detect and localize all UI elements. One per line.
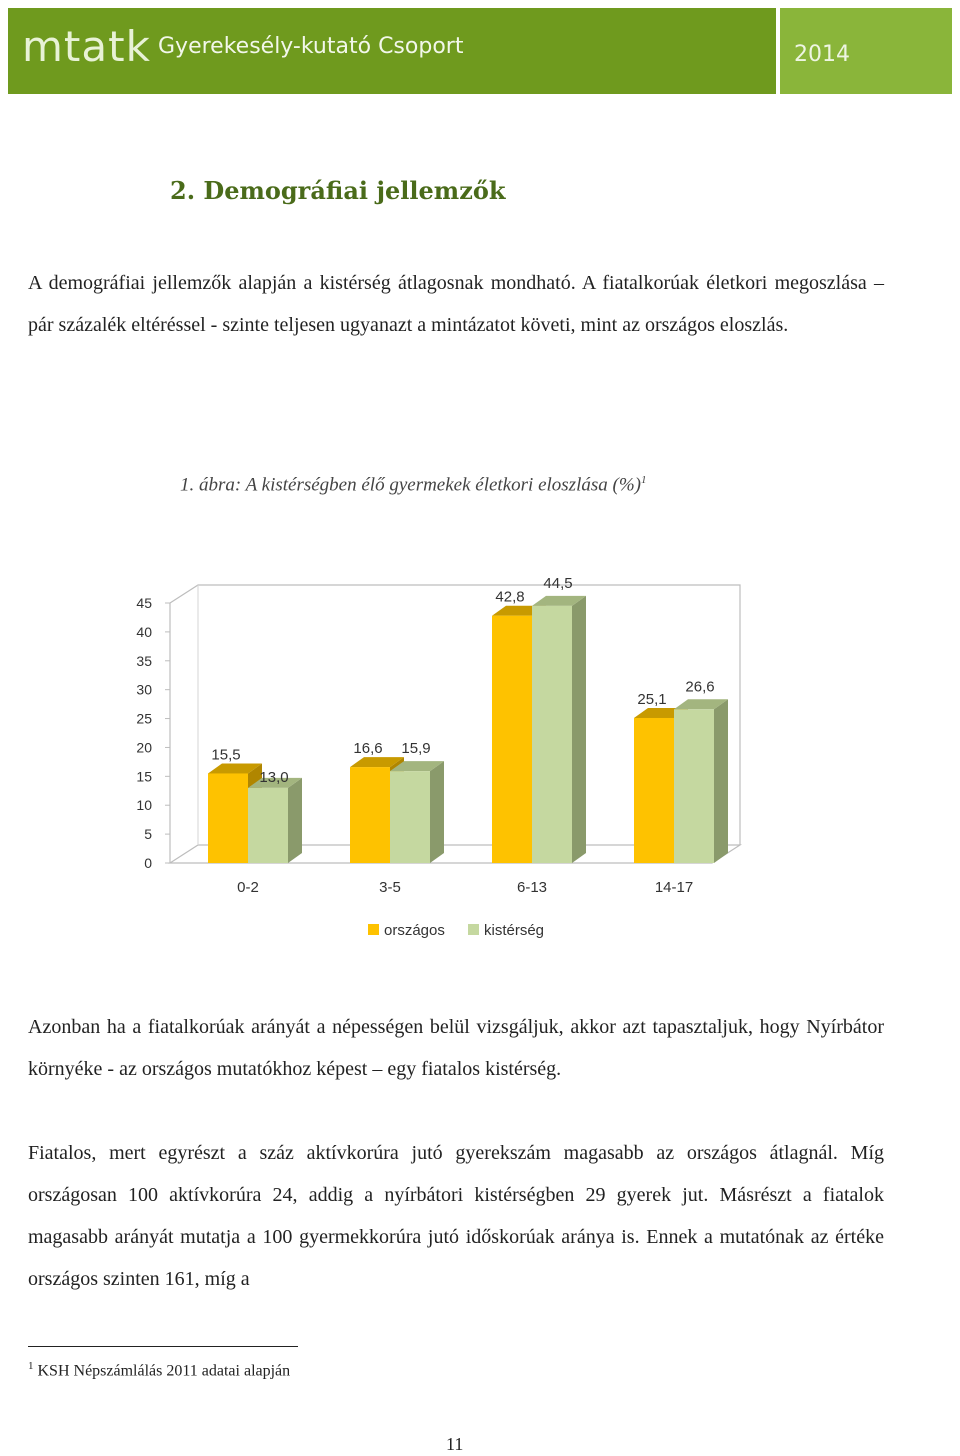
data-label: 44,5: [543, 574, 573, 592]
page-number: 11: [446, 1434, 464, 1454]
x-tick-label: 0-2: [237, 879, 259, 896]
age-distribution-chart: [110, 560, 810, 960]
y-tick-label: 5: [144, 826, 152, 843]
y-tick-label: 20: [136, 739, 152, 756]
y-tick-label: 0: [144, 855, 152, 871]
x-tick-label: 6-13: [516, 879, 548, 896]
legend-label: kistérség: [484, 922, 545, 939]
paragraph-indicators: Fiatalos, mert egyrészt a száz aktívkorúra jutó gyerekszám magasabb az országos átlagnál. Míg országosan 100 aktívkorúra 24, addig a nyírbátori kistérségben 29 gyerek jut. Másrészt a fiatalok magasabb arányát mutatja a 100 gyermekkorúra jutó időskorúak aránya is. Ennek a mutatónak az értéke országos szinten 161, míg a: [28, 1142, 884, 1290]
chart-bars: [208, 575, 728, 863]
paragraph-intro: A demográfiai jellemzők alapján a kistérség átlagosnak mondható. A fiatalkorúak életkori megoszlása – pár százalék eltéréssel - szinte teljesen ugyanazt a mintázatot követi, mint az országos eloszlás.: [28, 272, 884, 336]
header-banner: [8, 8, 776, 94]
data-label: 15,5: [211, 746, 241, 764]
figure-caption: [180, 474, 646, 496]
header-year: 2014: [794, 42, 850, 67]
y-tick-label: 30: [136, 681, 152, 698]
bar-side-kistérség-0-2: [288, 778, 302, 863]
y-axis: [136, 595, 170, 871]
bar-országos-0-2: [208, 773, 248, 863]
y-tick-label: 15: [136, 768, 152, 785]
bar-kistérség-0-2: [248, 788, 288, 863]
footnote-number: 1: [28, 1360, 34, 1372]
y-tick-label: 45: [136, 595, 152, 611]
y-tick-label: 25: [136, 710, 152, 727]
bar-országos-3-5: [350, 767, 390, 863]
x-axis: [237, 879, 693, 896]
paragraph-young-region: Azonban ha a fiatalkorúak arányát a népességen belül vizsgáljuk, akkor azt tapasztaljuk, hogy Nyírbátor környéke - az országos mutatókhoz képest – egy fiatalos kistérség.: [28, 1016, 884, 1080]
data-label: 13,0: [259, 768, 289, 786]
bar-kistérség-14-17: [674, 709, 714, 863]
footnote-text: KSH Népszámlálás 2011 adatai alapján: [37, 1362, 291, 1380]
x-tick-label: 3-5: [379, 879, 401, 896]
x-tick-label: 14-17: [654, 879, 694, 896]
mtatk-logo: mtatk: [22, 22, 151, 71]
data-label: 26,6: [685, 678, 715, 696]
legend-swatch-kistérség: [468, 924, 479, 935]
footnote-mark: 1: [640, 474, 647, 486]
data-label: 25,1: [637, 690, 667, 708]
y-tick-label: 35: [136, 652, 152, 669]
figure-caption-text: 1. ábra: A kistérségben élő gyermekek életkori eloszlása (%): [180, 474, 641, 496]
bar-kistérség-6-13: [532, 606, 572, 863]
chart-legend: [368, 922, 544, 939]
page-header: [8, 8, 952, 94]
bar-side-kistérség-3-5: [430, 761, 444, 863]
y-tick-label: 40: [136, 623, 152, 640]
research-group-name: Gyerekesély-kutató Csoport: [158, 34, 464, 59]
data-label: 42,8: [495, 588, 525, 606]
bar-országos-14-17: [634, 718, 674, 863]
legend-swatch-országos: [368, 924, 379, 935]
legend-label: országos: [384, 922, 445, 939]
data-label: 15,9: [401, 740, 431, 758]
data-label: 16,6: [353, 740, 383, 758]
y-tick-label: 10: [136, 797, 152, 814]
bar-országos-6-13: [492, 616, 532, 863]
bar-side-kistérség-6-13: [572, 596, 586, 863]
bar-kistérség-3-5: [390, 771, 430, 863]
bar-side-kistérség-14-17: [714, 699, 728, 863]
header-year-box: [780, 8, 952, 94]
section-title: 2. Demográfiai jellemzők: [170, 176, 506, 205]
footnote-separator: [28, 1346, 298, 1347]
footnote: [28, 1360, 290, 1380]
